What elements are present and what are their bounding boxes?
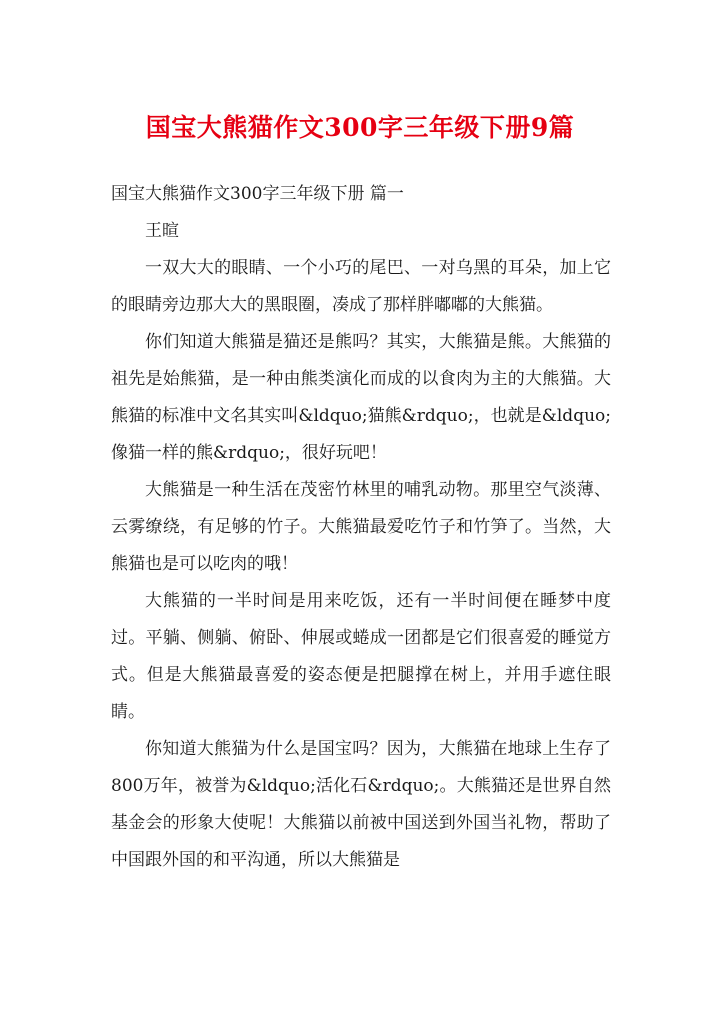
author-name: 王暄	[145, 221, 179, 241]
section-subtitle: 国宝大熊猫作文300字三年级下册 篇一	[111, 184, 404, 204]
paragraph: 大熊猫是一种生活在茂密竹林里的哺乳动物。那里空气淡薄、云雾缭绕，有足够的竹子。大熊猫最爱吃竹子和竹笋了。当然，大熊猫也是可以吃肉的哦！	[111, 480, 611, 574]
document-title: 国宝大熊猫作文300字三年级下册9篇	[145, 113, 575, 142]
paragraph: 大熊猫的一半时间是用来吃饭，还有一半时间便在睡梦中度过。平躺、侧躺、俯卧、伸展或蜷成一团都是它们很喜爱的睡觉方式。但是大熊猫最喜爱的姿态便是把腿撑在树上，并用手遮住眼睛。	[111, 591, 611, 722]
paragraph: 你们知道大熊猫是猫还是熊吗？其实，大熊猫是熊。大熊猫的祖先是始熊猫，是一种由熊类演化而成的以食肉为主的大熊猫。大熊猫的标准中文名其实叫&ldquo;猫熊&rdquo;，也就是&ldquo;像猫一样的熊&rdquo;，很好玩吧！	[111, 332, 611, 463]
paragraph: 一双大大的眼睛、一个小巧的尾巴、一对乌黑的耳朵，加上它的眼睛旁边那大大的黑眼圈，凑成了那样胖嘟嘟的大熊猫。	[111, 258, 611, 315]
document-body	[111, 176, 611, 879]
paragraph: 你知道大熊猫为什么是国宝吗？因为，大熊猫在地球上生存了800万年，被誉为&ldquo;活化石&rdquo;。大熊猫还是世界自然基金会的形象大使呢！大熊猫以前被中国送到外国当礼物，帮助了中国跟外国的和平沟通，所以大熊猫是	[111, 739, 611, 870]
